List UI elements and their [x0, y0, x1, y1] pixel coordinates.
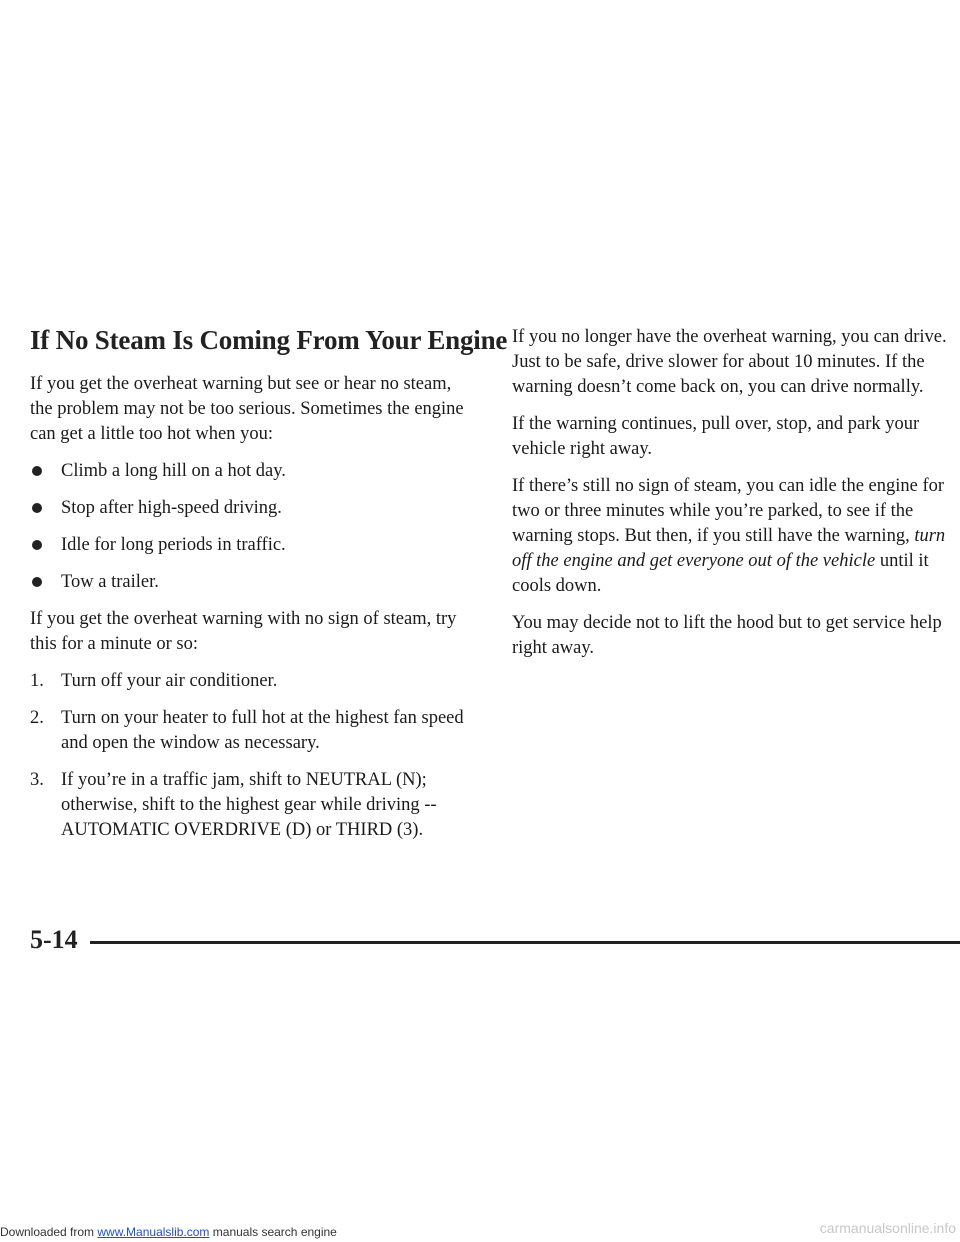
- steps-list: [30, 669, 470, 843]
- step-text: Turn off your air conditioner.: [61, 671, 278, 691]
- step-item: [30, 669, 470, 694]
- service-paragraph: You may decide not to lift the hood but to get service help right away.: [512, 613, 942, 658]
- step-item: [30, 706, 470, 756]
- site-watermark: carmanualsonline.info: [819, 1220, 956, 1236]
- page-number: 5-14: [30, 925, 78, 954]
- section-heading: If No Steam Is Coming From Your Engine: [30, 325, 508, 355]
- bullet-icon: [32, 540, 42, 550]
- download-footer: Downloaded from www.Manualslib.com manuals search engine: [0, 1225, 337, 1239]
- bullet-icon: [32, 577, 42, 587]
- drive-paragraph: If you no longer have the overheat warning, you can drive. Just to be safe, drive slower for about 10 minutes. If the warning doesn’t come back on, you can drive normally.: [512, 327, 947, 397]
- idle-paragraph: If there’s still no sign of steam, you can idle the engine for two or three minutes while you’re parked, to see if the warning stops. But then, if you still have the warning, turn off the engine and get everyone out of the vehicle until it cools down.: [512, 476, 946, 596]
- followup-paragraph: If you get the overheat warning with no sign of steam, try this for a minute or so:: [30, 609, 457, 654]
- step-number: 1.: [30, 671, 44, 691]
- list-item: Climb a long hill on a hot day.: [30, 459, 470, 484]
- list-item: Tow a trailer.: [30, 570, 470, 595]
- continues-paragraph: If the warning continues, pull over, stop, and park your vehicle right away.: [512, 414, 920, 459]
- step-number: 2.: [30, 708, 44, 728]
- conditions-list: [30, 459, 470, 595]
- list-item: Idle for long periods in traffic.: [30, 533, 470, 558]
- step-text: If you’re in a traffic jam, shift to NEUTRAL (N); otherwise, shift to the highest gear while driving -- AUTOMATIC OVERDRIVE (D) or THIRD (3).: [61, 770, 437, 840]
- step-text: Turn on your heater to full hot at the highest fan speed and open the window as necessary.: [61, 708, 464, 753]
- bullet-icon: [32, 503, 42, 513]
- bullet-icon: [32, 466, 42, 476]
- manualslib-link[interactable]: www.Manualslib.com: [97, 1225, 210, 1239]
- list-item: Stop after high-speed driving.: [30, 496, 470, 521]
- emphasis-text: turn off the engine and get everyone out of the vehicle: [512, 526, 946, 571]
- step-number: 3.: [30, 770, 44, 790]
- footer-rule: [90, 941, 960, 944]
- left-column: [30, 372, 470, 855]
- step-item: [30, 768, 470, 843]
- intro-paragraph: If you get the overheat warning but see or hear no steam, the problem may not be too serious. Sometimes the engine can get a little too hot when you:: [30, 374, 464, 444]
- right-column: [512, 325, 952, 673]
